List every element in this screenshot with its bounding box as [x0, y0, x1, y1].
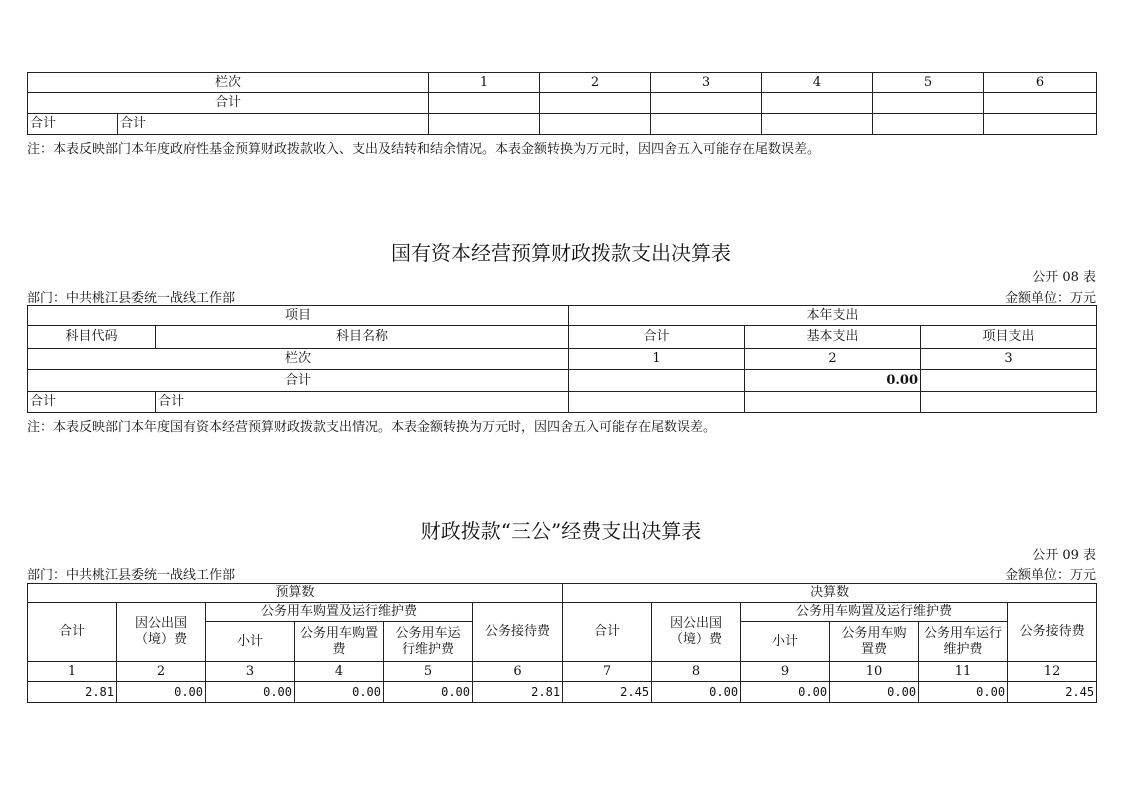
col-number: 11 — [919, 662, 1008, 682]
col-number: 5 — [873, 73, 984, 93]
col-number: 3 — [921, 349, 1097, 370]
total-row — [28, 370, 1097, 392]
header-line: 行维护费 — [401, 641, 454, 657]
three-public-expense-table — [27, 583, 1097, 703]
col-number: 2 — [117, 662, 206, 682]
value-cell: 2.45 — [1008, 682, 1097, 703]
total-detail-row — [28, 392, 1097, 413]
col-reception-header: 公务接待费 — [1008, 603, 1097, 662]
col-abroad-header — [117, 603, 206, 662]
total-name-cell: 合计 — [118, 114, 429, 135]
col-car-group-header: 公务用车购置及运行维护费 — [206, 603, 473, 622]
header-line: 因公出国 — [134, 616, 187, 632]
value-cell: 0.00 — [206, 682, 295, 703]
col-basic-header: 基本支出 — [745, 326, 921, 349]
header-expense: 本年支出 — [569, 306, 1097, 326]
department-label: 部门：中共桃江县委统一战线工作部 — [27, 568, 236, 583]
col-number: 4 — [295, 662, 384, 682]
header-line: 置费 — [861, 641, 888, 657]
col-total-header: 合计 — [569, 326, 745, 349]
unit-label: 金额单位：万元 — [1004, 568, 1096, 583]
table-cell — [569, 392, 745, 413]
total-code-cell: 合计 — [28, 392, 156, 413]
column-number-row — [28, 662, 1097, 682]
header-line: 因公出国 — [670, 616, 723, 632]
table-cell — [540, 93, 651, 114]
table-cell — [921, 392, 1097, 413]
header-line: 公务用车运 — [395, 625, 461, 641]
header-item: 项目 — [28, 306, 569, 326]
header-line: （境）费 — [134, 632, 187, 647]
col-total-header: 合计 — [563, 603, 652, 662]
col-number: 8 — [652, 662, 741, 682]
table-note: 注：本表反映部门本年度政府性基金预算财政拨款收入、支出及结转和结余情况。本表金额转换为万元时，因四舍五入可能存在尾数误差。 — [27, 142, 821, 157]
col-number: 1 — [28, 662, 117, 682]
total-row-label: 合计 — [28, 370, 569, 392]
value-cell: 2.45 — [563, 682, 652, 703]
col-car-run-header — [919, 622, 1008, 662]
table-cell — [651, 114, 762, 135]
value-cell: 0.00 — [741, 682, 830, 703]
col-number: 6 — [473, 662, 563, 682]
col-total-header: 合计 — [28, 603, 117, 662]
col-code-header: 科目代码 — [28, 326, 156, 349]
table-cell — [745, 392, 921, 413]
table-cell — [921, 370, 1097, 392]
table-cell — [873, 114, 984, 135]
col-number: 9 — [741, 662, 830, 682]
table-note: 注：本表反映部门本年度国有资本经营预算财政拨款支出情况。本表金额转换为万元时，因四舍五入可能存在尾数误差。 — [27, 420, 717, 435]
table-cell — [651, 93, 762, 114]
final-header: 决算数 — [563, 584, 1097, 603]
total-row-label: 合计 — [28, 93, 429, 114]
budget-header: 预算数 — [28, 584, 563, 603]
value-cell: 0.00 — [652, 682, 741, 703]
col-car-group-header: 公务用车购置及运行维护费 — [741, 603, 1008, 622]
value-row — [28, 682, 1097, 703]
header-row — [28, 306, 1097, 326]
value-cell: 0.00 — [295, 682, 384, 703]
table-cell — [429, 114, 540, 135]
col-car-purchase-header — [830, 622, 919, 662]
column-number-row — [28, 73, 1097, 93]
page-title: 财政拨款“三公”经费支出决算表 — [420, 519, 702, 543]
col-number: 7 — [563, 662, 652, 682]
col-number: 2 — [745, 349, 921, 370]
col-number: 5 — [384, 662, 473, 682]
header-line: 公务用车购 — [841, 625, 907, 641]
col-number: 4 — [762, 73, 873, 93]
page-title: 国有资本经营预算财政拨款支出决算表 — [391, 241, 731, 265]
fund-budget-table — [27, 72, 1097, 135]
total-basic-value: 0.00 — [745, 370, 921, 392]
col-number: 3 — [651, 73, 762, 93]
col-project-header: 项目支出 — [921, 326, 1097, 349]
group-header-row — [28, 584, 1097, 603]
header-line: 维护费 — [943, 641, 983, 657]
value-cell: 0.00 — [830, 682, 919, 703]
form-number: 公开 08 表 — [1032, 270, 1096, 285]
table-cell — [540, 114, 651, 135]
header-line: 公务用车运行 — [924, 625, 1003, 641]
value-cell: 2.81 — [473, 682, 563, 703]
unit-label: 金额单位：万元 — [1004, 291, 1096, 306]
column-number-row — [28, 349, 1097, 370]
col-number: 1 — [429, 73, 540, 93]
table-cell — [984, 93, 1097, 114]
table-cell — [762, 114, 873, 135]
col-number: 3 — [206, 662, 295, 682]
department-label: 部门：中共桃江县委统一战线工作部 — [27, 291, 236, 306]
value-cell: 0.00 — [919, 682, 1008, 703]
header-row — [28, 603, 1097, 622]
header-line: 费 — [332, 641, 346, 657]
table-cell — [569, 370, 745, 392]
col-car-purchase-header — [295, 622, 384, 662]
total-row — [28, 93, 1097, 114]
col-name-header: 科目名称 — [156, 326, 569, 349]
total-detail-row — [28, 114, 1097, 135]
table-cell — [984, 114, 1097, 135]
header-line: 公务用车购置 — [299, 625, 378, 641]
row-col-label: 栏次 — [28, 349, 569, 370]
col-number: 10 — [830, 662, 919, 682]
col-number: 2 — [540, 73, 651, 93]
col-car-run-header — [384, 622, 473, 662]
table-cell — [762, 93, 873, 114]
total-code-cell: 合计 — [28, 114, 118, 135]
value-cell: 2.81 — [28, 682, 117, 703]
header-line: （境）费 — [670, 632, 723, 647]
form-number: 公开 09 表 — [1032, 548, 1096, 563]
col-reception-header: 公务接待费 — [473, 603, 563, 662]
subheader-row — [28, 326, 1097, 349]
value-cell: 0.00 — [117, 682, 206, 703]
state-capital-expense-table — [27, 305, 1097, 413]
value-cell: 0.00 — [384, 682, 473, 703]
col-abroad-header — [652, 603, 741, 662]
total-name-cell: 合计 — [156, 392, 569, 413]
col-number: 12 — [1008, 662, 1097, 682]
col-number: 6 — [984, 73, 1097, 93]
table-cell — [429, 93, 540, 114]
col-subtotal-header: 小计 — [206, 622, 295, 662]
col-subtotal-header: 小计 — [741, 622, 830, 662]
col-number: 1 — [569, 349, 745, 370]
table-cell — [873, 93, 984, 114]
row-col-label: 栏次 — [28, 73, 429, 93]
